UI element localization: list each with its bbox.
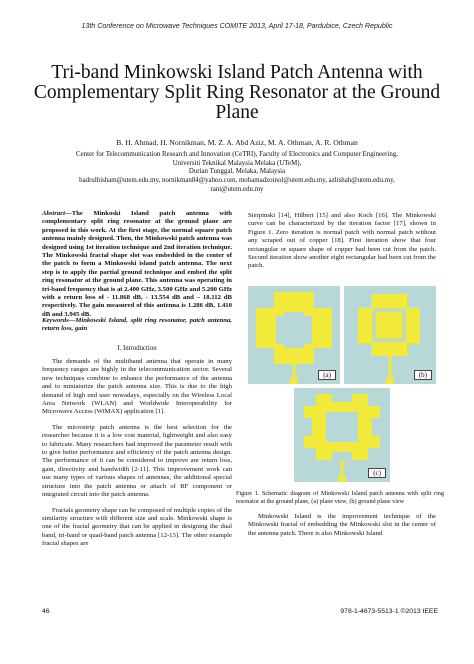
paper-title: Tri-band Minkowski Island Patch Antenna with Complementary Split Ring Resonator at the Ground Plane — [33, 62, 441, 123]
affiliation-line: Universiti Teknikal Malaysia Melaka (UTeM), — [172, 159, 302, 167]
affiliation-line: Durian Tunggal, Melaka, Malaysia — [188, 168, 286, 176]
paragraph: Sierpinski [14], Hilbert [15] and also Koch [16]. The Minkowski curve can be characterized by the iteration factor [17], shown in Figure 1. Zero iteration is normal patch with normal patch without any scraped out of copper [18]. First iteration show that four rectangular or square shape of copper had been cut from the patch. Second iteration show another eight rectangular had been cut from the patch. — [248, 212, 436, 270]
authors: B. H. Ahmad, H. Nornikman, M. Z. A. Abd Aziz, M. A. Othman, A. R. Othman — [116, 138, 358, 147]
figure-label-b: (b) — [414, 370, 432, 380]
right-column-text — [248, 212, 436, 271]
section-heading: I. Introduction — [117, 345, 157, 352]
page-number: 46 — [42, 608, 50, 615]
abstract-text: —The Minkoski Island patch antenna with complementary split ring resonator at the ground plane are proposed in this work. At the first stage, the normal square patch antenna mainly designed. Then, the Minkowski patch antenna was designed using 1st iteration technique and 2nd iteration technique. The Minkowski fractal shape slot was embedded in the center of the patch to form a Minkowski island patch antenna. The next step is to apply the partial ground technique and embed the split ring resonator at the ground plane. This antenna was operating in tri-band frequency that is at 2.400 GHz, 3.500 GHz and 5.200 GHz with a return loss of - 11.868 dB, - 13.554 dB and – 18.112 dB respectively. The gain measured of this antenna is 1.286 dB, 1.410 dB and 3.945 dB. — [42, 210, 232, 318]
introduction-body — [42, 358, 232, 549]
affiliation-line: rani@utem.edu.my — [210, 185, 264, 193]
figure-panel-c — [294, 388, 390, 482]
figure-label-c: (c) — [368, 468, 386, 478]
keywords: Keywords—Minkowski Island, split ring resonator, patch antenna, return loss, gain — [42, 317, 232, 333]
figure-label-a: (a) — [318, 370, 336, 380]
paragraph: Minkowski Island is the improvement technique of the Minkowski fractal of embedding the Minkowski slot in the center of the antenna patch. There is also Minkowski Island — [248, 513, 436, 537]
paragraph: Fractals geometry shape can be composed of multiple copies of the similarity structure with different size and scale. Minkowski shape is one of the fractal geometry that can be applied in designing the dual band, tri-band or quad-band patch antenna [12-13]. The other example fractal shapes are — [42, 506, 232, 548]
conference-header: 13th Conference on Microwave Techniques COMITE 2013, April 17-18, Pardubice, Czech Republic — [81, 22, 393, 30]
figure-panel-a — [248, 286, 340, 384]
figure-panel-b — [344, 286, 436, 384]
figure-1 — [248, 286, 436, 482]
affiliation-line: Center for Telecommunication Research and Innovation (CeTRI), Faculty of Electronics and Computer Engineering, — [75, 151, 398, 158]
figure-caption: Figure 1. Schematic diagram of Minkowski Island patch antenna with split ring resonator at the ground plane, (a) plane view, (b) ground plane view — [236, 490, 444, 505]
affiliation — [20, 151, 454, 195]
abstract-label: Abstract — [42, 210, 66, 217]
paragraph: The microstrip patch antenna is the best selection for the researcher because it is a low cost material, lightweight and also easy to fabricate. Many researchers had improved the parameter result with to give better performance and efficiency of the patch antenna design. The performance of it can be considered to improve are return loss, gain, directivity and bandwidth [2-11]. This improvement work can use many types of various shapes of antennas, the additional special structure into the patch antenna or attach of RF component or integrated circuit into the patch antenna. — [42, 423, 232, 499]
abstract — [42, 210, 232, 319]
affiliation-line: badrulhisham@utem.edu.my, nornikman84@yahoo.com, mohamadzoinol@utem.edu.my, azlishah@utem.edu.my, — [79, 177, 395, 185]
right-column-text-2 — [248, 513, 436, 538]
paragraph: The demands of the multiband antenna that operate in many frequency ranges are highly in the telecommunication sector. Several new techniques combine to enhance the performance of the antenna and to miniaturize the patch antenna size. This is due to the high demand of high end user nowadays, especially on the Wireless Local Area Network (WLAN) and Worldwide Interoperability for Microwave Access (WiMAX) application [1]. — [42, 358, 232, 416]
isbn-footer: 978-1-4673-5513-1 ©2013 IEEE — [340, 608, 438, 615]
